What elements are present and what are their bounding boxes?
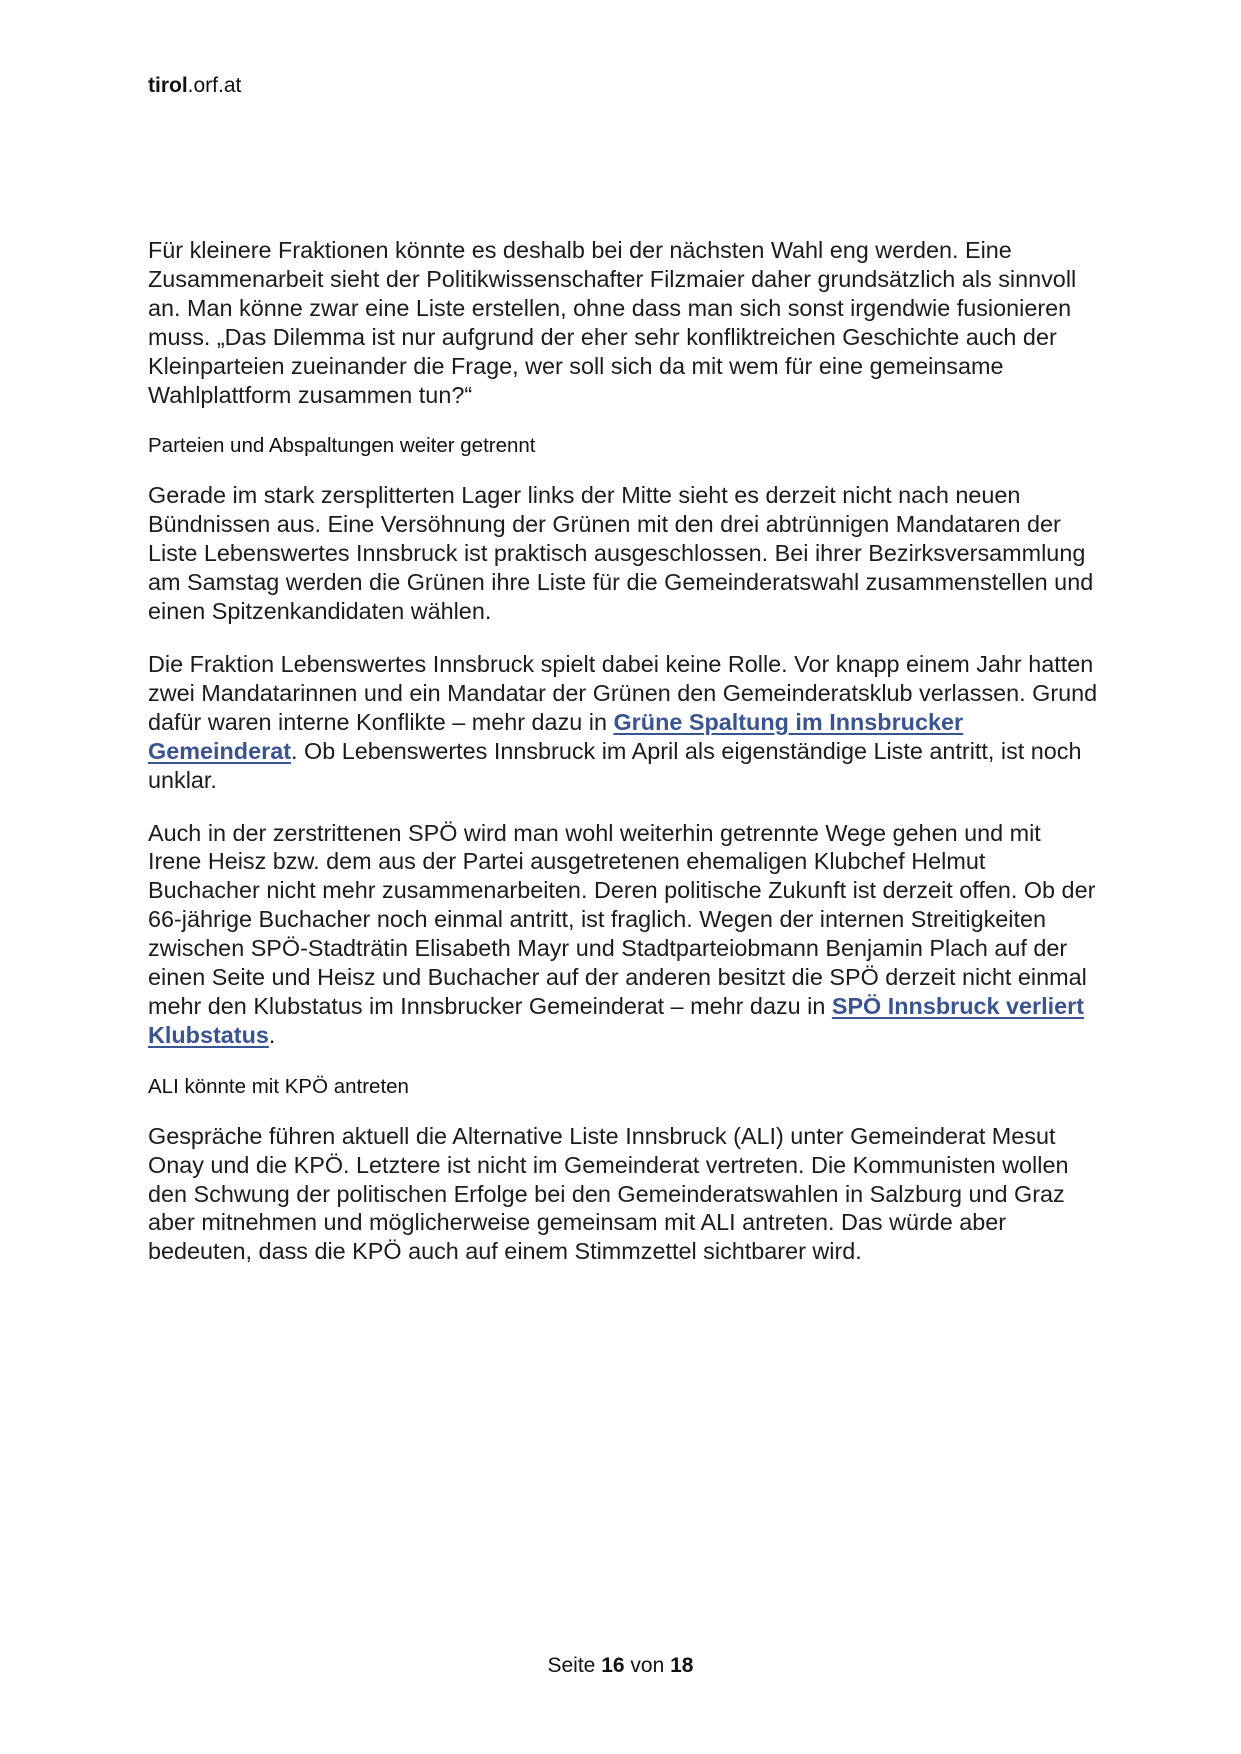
subheading-ali: ALI könnte mit KPÖ antreten	[148, 1074, 409, 1098]
page-number	[0, 1654, 1241, 1678]
subheading-parteien: Parteien und Abspaltungen weiter getrennt	[148, 434, 536, 458]
total-pages: 18	[670, 1654, 694, 1677]
article-body	[148, 236, 1098, 1290]
paragraph-text: Die Fraktion Lebenswertes Innsbruck spielt dabei keine Rolle. Vor knapp einem Jahr hatten zwei Mandatarinnen und ein Mandatar der Grünen den Gemeinderatsklub verlassen. Grund dafür waren interne Konflikte – mehr dazu in	[148, 650, 1098, 735]
site-name-domain: .orf.at	[187, 74, 242, 97]
page-middle: von	[630, 1654, 665, 1677]
paragraph-ali-kpoe: Gespräche führen aktuell die Alternative Liste Innsbruck (ALI) unter Gemeinderat Mesut Onay und die KPÖ. Letztere ist nicht im Gemeinderat vertreten. Die Kommunisten wollen den Schwung der politischen Erfolge bei den Gemeinderatswahlen in Salzburg und Graz aber mitnehmen und möglicherweise gemeinsam mit ALI antreten. Das würde aber bedeuten, dass die KPÖ auch auf einem Stimmzettel sichtbarer wird.	[148, 1122, 1069, 1265]
paragraph-lebenswertes	[148, 650, 1098, 795]
paragraph-spoe	[148, 819, 1098, 1050]
current-page: 16	[601, 1654, 625, 1677]
site-name-bold: tirol	[148, 74, 188, 97]
paragraph-gruene: Gerade im stark zersplitterten Lager links der Mitte sieht es derzeit nicht nach neuen Bündnissen aus. Eine Versöhnung der Grünen mit den drei abtrünnigen Mandataren der Liste Lebenswertes Innsbruck ist praktisch ausgeschlossen. Bei ihrer Bezirksversammlung am Samstag werden die Grünen ihre Liste für die Gemeinderatswahl zusammenstellen und einen Spitzenkandidaten wählen.	[148, 482, 1094, 625]
site-header	[148, 74, 241, 98]
paragraph-text: . Ob Lebenswertes Innsbruck im April als eigenständige Liste antritt, ist noch unklar.	[148, 737, 1082, 793]
page-prefix: Seite	[547, 1654, 596, 1677]
paragraph-text: .	[268, 1021, 276, 1048]
link-gruene-spaltung[interactable]: Grüne Spaltung im Innsbrucker Gemeinderat	[148, 708, 964, 764]
paragraph-filzmaier: Für kleinere Fraktionen könnte es deshalb bei der nächsten Wahl eng werden. Eine Zusammenarbeit sieht der Politikwissenschafter Filzmaier daher grundsätzlich als sinnvoll an. Man könne zwar eine Liste erstellen, ohne dass man sich sonst irgendwie fusionieren muss. „Das Dilemma ist nur aufgrund der eher sehr konfliktreichen Geschichte auch der Kleinparteien zueinander die Frage, wer soll sich da mit wem für eine gemeinsame Wahlplattform zusammen tun?“	[148, 237, 1077, 408]
link-spoe-klubstatus[interactable]: SPÖ Innsbruck verliert Klubstatus	[148, 992, 1085, 1048]
paragraph-text: Auch in der zerstrittenen SPÖ wird man wohl weiterhin getrennte Wege gehen und mit Irene Heisz bzw. dem aus der Partei ausgetretenen ehemaligen Klubchef Helmut Buchacher nicht mehr zusammenarbeiten. Deren politische Zukunft ist derzeit offen. Ob der 66-jährige Buchacher noch einmal antritt, ist fraglich. Wegen der internen Streitigkeiten zwischen SPÖ-Stadträtin Elisabeth Mayr und Stadtparteiobmann Benjamin Plach auf der einen Seite und Heisz und Buchacher auf der anderen besitzt die SPÖ derzeit nicht einmal mehr den Klubstatus im Innsbrucker Gemeinderat – mehr dazu in	[148, 819, 1096, 1019]
